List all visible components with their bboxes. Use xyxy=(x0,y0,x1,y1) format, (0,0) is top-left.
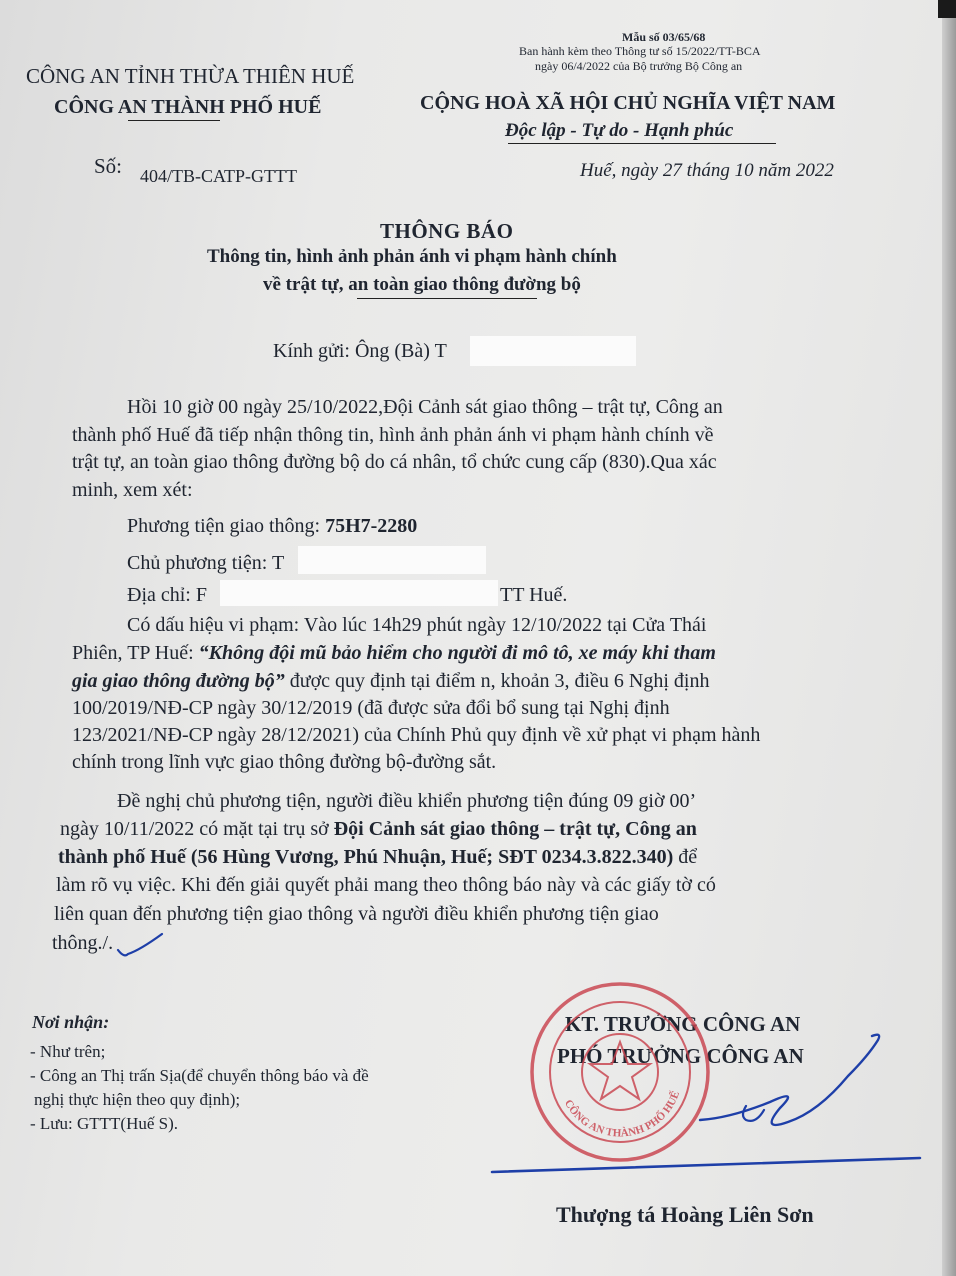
request-office: Đội Cảnh sát giao thông – trật tự, Công an xyxy=(333,818,697,840)
signature-title-2: PHÓ TRƯỞNG CÔNG AN xyxy=(557,1044,804,1068)
recipient-item: nghị thực hiện theo quy định); xyxy=(34,1090,241,1109)
form-issued-line: Ban hành kèm theo Thông tư số 15/2022/TT-BCA xyxy=(519,44,761,58)
address-end: TT Huế. xyxy=(500,584,568,606)
greeting: Kính gửi: Ông (Bà) T xyxy=(273,340,447,362)
official-seal-icon xyxy=(532,984,708,1160)
violation-line: 100/2019/NĐ-CP ngày 30/12/2019 (đã được sửa đổi bổ sung tại Nghị định xyxy=(72,697,670,719)
recipients-heading: Nơi nhận: xyxy=(32,1012,110,1032)
signature-title-1: KT. TRƯỞNG CÔNG AN xyxy=(565,1012,801,1036)
request-date: ngày 10/11/2022 có mặt tại trụ sở xyxy=(60,818,334,840)
owner-initial: T xyxy=(271,552,285,574)
paragraph-1-line: minh, xem xét: xyxy=(72,479,193,501)
agency-parent: CÔNG AN TỈNH THỪA THIÊN HUẾ xyxy=(26,64,355,88)
violation-offence-end: gia giao thông đường bộ” xyxy=(72,670,285,692)
violation-line: 123/2021/NĐ-CP ngày 28/12/2021) của Chính Phủ quy định về xử phạt vi phạm hành xyxy=(72,724,761,746)
seal-text: CÔNG AN THÀNH PHỐ HUẾ xyxy=(561,1089,683,1140)
vehicle-plate: 75H7-2280 xyxy=(325,515,418,537)
national-motto: Độc lập - Tự do - Hạnh phúc xyxy=(505,120,734,141)
signature-underline-stroke xyxy=(492,1158,920,1172)
request-line: làm rõ vụ việc. Khi đến giải quyết phải mang theo thông báo này và các giấy tờ có xyxy=(56,874,716,896)
violation-line: chính trong lĩnh vực giao thông đường bộ-đường sắt. xyxy=(72,751,497,773)
paragraph-1-line: trật tự, an toàn giao thông đường bộ do cá nhân, tổ chức cung cấp (830).Qua xác xyxy=(72,451,717,473)
address-label: Địa chỉ: F xyxy=(127,584,207,606)
form-issued-date: ngày 06/4/2022 của Bộ trưởng Bộ Công an xyxy=(535,59,743,73)
form-code: Mẫu số 03/65/68 xyxy=(622,30,706,44)
recipient-item: - Như trên; xyxy=(30,1042,106,1061)
nation-name: CỘNG HOÀ XÃ HỘI CHỦ NGHĨA VIỆT NAM xyxy=(420,92,836,114)
check-mark-icon xyxy=(118,934,162,955)
request-connector: để xyxy=(673,846,698,868)
violation-line: Có dấu hiệu vi phạm: Vào lúc 14h29 phút ngày 12/10/2022 tại Cửa Thái xyxy=(127,614,707,636)
request-line: Đề nghị chủ phương tiện, người điều khiển phương tiện đúng 09 giờ 00’ xyxy=(117,790,697,812)
request-line: thông./. xyxy=(52,932,114,954)
paragraph-1-line: thành phố Huế đã tiếp nhận thông tin, hình ảnh phản ánh vi phạm hành chính về xyxy=(72,424,714,446)
document-title: THÔNG BÁO xyxy=(380,219,514,243)
violation-regulation: được quy định tại điểm n, khoản 3, điều 6 Nghị định xyxy=(284,670,710,692)
svg-text:CÔNG AN THÀNH PHỐ HUẾ xyxy=(562,1089,682,1139)
owner-label: Chủ phương tiện: xyxy=(127,552,272,574)
document-number-label: Số: xyxy=(94,154,123,178)
request-line: liên quan đến phương tiện giao thông và người điều khiển phương tiện giao xyxy=(54,903,659,925)
document-subtitle-1: Thông tin, hình ảnh phản ánh vi phạm hành chính xyxy=(207,246,617,267)
recipient-item: - Công an Thị trấn Sịa(để chuyển thông báo và đề xyxy=(30,1066,369,1085)
agency-name: CÔNG AN THÀNH PHỐ HUẾ xyxy=(54,96,322,118)
violation-offence: “Không đội mũ bảo hiểm cho người đi mô tô, xe máy khi tham xyxy=(198,642,716,664)
place-date: Huế, ngày 27 tháng 10 năm 2022 xyxy=(580,160,834,181)
vehicle-label: Phương tiện giao thông: xyxy=(127,515,326,537)
document-subtitle-2: về trật tự, an toàn giao thông đường bộ xyxy=(263,274,581,295)
document-number: 404/TB-CATP-GTTT xyxy=(140,166,297,186)
recipient-item: - Lưu: GTTT(Huế S). xyxy=(30,1114,179,1133)
violation-location: Phiên, TP Huế: xyxy=(72,642,199,664)
paragraph-1-line: Hồi 10 giờ 00 ngày 25/10/2022,Đội Cảnh sát giao thông – trật tự, Công an xyxy=(127,396,723,418)
signer-name: Thượng tá Hoàng Liên Sơn xyxy=(556,1202,814,1227)
request-address: thành phố Huế (56 Hùng Vương, Phú Nhuận, Huế; SĐT 0234.3.822.340) xyxy=(58,846,674,868)
handwritten-signature xyxy=(700,1035,879,1125)
